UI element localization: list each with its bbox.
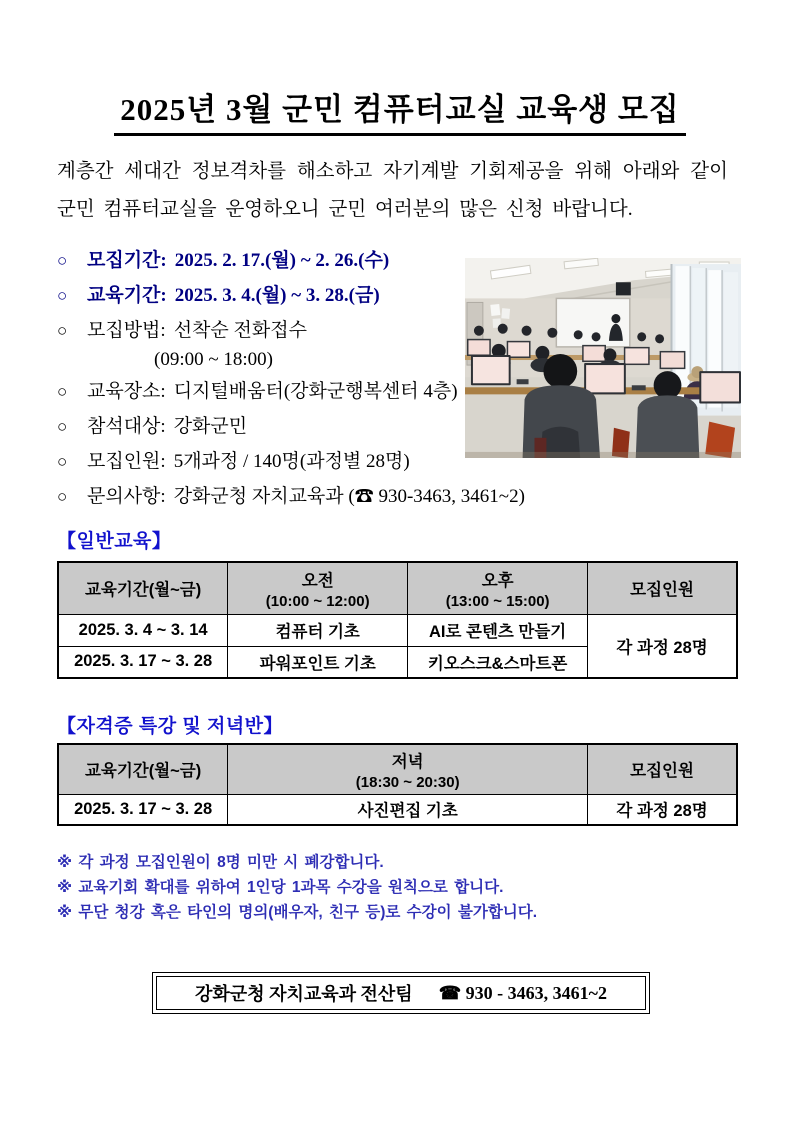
table-row [58, 794, 737, 825]
info-item-phone-hours: (09:00 ~ 18:00) [154, 349, 273, 370]
circle-bullet-icon: ○ [57, 417, 68, 436]
col-header-capacity: 모집인원 [588, 744, 737, 794]
circle-bullet-icon: ○ [57, 452, 68, 471]
page-title-text: 2025년 3월 군민 컴퓨터교실 교육생 모집 [114, 84, 686, 136]
intro-paragraph [57, 153, 747, 229]
cell-afternoon-course: 키오스크&스마트폰 [408, 646, 588, 678]
col-header-evening-title: 저녁 [391, 752, 424, 771]
info-value: 강화군청 자치교육과 (☎ 930-3463, 3461~2) [173, 486, 525, 507]
cell-capacity: 각 과정 28명 [588, 794, 737, 825]
info-value: 5개과정 / 140명(과정별 28명) [173, 451, 410, 472]
col-header-morning [228, 562, 408, 614]
cell-afternoon-course: AI로 콘텐츠 만들기 [408, 614, 588, 646]
table-header-row [58, 744, 737, 794]
info-value: 디지털배움터(강화군행복센터 4층) [173, 381, 458, 402]
notes-list [57, 850, 717, 925]
col-header-morning-time: (10:00 ~ 12:00) [265, 592, 370, 610]
info-item-target [57, 409, 477, 444]
info-item-capacity [57, 444, 477, 479]
info-label: 참석대상: [87, 416, 166, 437]
evening-class-table [57, 743, 738, 826]
info-item-contact [57, 479, 525, 514]
info-label: 교육기간: [87, 285, 167, 306]
col-header-period: 교육기간(월~금) [58, 744, 228, 794]
note-item: ※ 무단 청강 혹은 타인의 명의(배우자, 친구 등)로 수강이 불가합니다. [57, 904, 538, 921]
intro-line-2: 군민 컴퓨터교실을 운영하오니 군민 여러분의 많은 신청 바랍니다. [57, 199, 633, 220]
table-header-row [58, 562, 737, 614]
info-label: 모집방법: [87, 320, 166, 341]
info-item-education-period [57, 278, 477, 313]
info-value: 강화군민 [173, 416, 248, 437]
cell-period: 2025. 3. 17 ~ 3. 28 [58, 646, 228, 678]
section-title-general-education: 【일반교육】 [57, 531, 172, 552]
cell-morning-course: 파워포인트 기초 [228, 646, 408, 678]
circle-bullet-icon: ○ [57, 382, 68, 401]
circle-bullet-icon: ○ [57, 321, 68, 340]
col-header-evening [228, 744, 588, 794]
cell-period: 2025. 3. 4 ~ 3. 14 [58, 614, 228, 646]
footer-contact-box [152, 972, 650, 1014]
info-item-recruit-period [57, 243, 477, 278]
circle-bullet-icon: ○ [57, 286, 68, 305]
info-label: 모집기간: [87, 250, 167, 271]
section-title-evening-class: 【자격증 특강 및 저녁반】 [57, 716, 284, 737]
circle-bullet-icon: ○ [57, 251, 68, 270]
intro-line-1: 계층간 세대간 정보격차를 해소하고 자기계발 기회제공을 위해 아래와 같이 [57, 161, 728, 182]
info-value: 선착순 전화접수 [173, 320, 307, 341]
col-header-period: 교육기간(월~금) [58, 562, 228, 614]
info-list [57, 243, 525, 514]
info-value: 2025. 3. 4.(월) ~ 3. 28.(금) [174, 285, 380, 306]
col-header-afternoon [408, 562, 588, 614]
cell-capacity: 각 과정 28명 [588, 614, 737, 678]
table-row [58, 614, 737, 646]
info-item-recruit-method [57, 313, 477, 348]
cell-morning-course: 컴퓨터 기초 [228, 614, 408, 646]
footer-team-name: 강화군청 자치교육과 전산팀 [195, 984, 413, 1004]
footer-contact-inner [156, 976, 646, 1010]
info-label: 교육장소: [87, 381, 166, 402]
col-header-morning-title: 오전 [301, 571, 334, 590]
cell-evening-course: 사진편집 기초 [228, 794, 588, 825]
footer-phone-number: ☎ 930 - 3463, 3461~2 [438, 982, 607, 1003]
col-header-afternoon-time: (13:00 ~ 15:00) [445, 592, 550, 610]
classroom-photo [465, 258, 741, 458]
note-item: ※ 각 과정 모집인원이 8명 미만 시 폐강합니다. [57, 854, 384, 871]
cell-period: 2025. 3. 17 ~ 3. 28 [58, 794, 228, 825]
info-label: 문의사항: [87, 486, 166, 507]
general-education-table [57, 561, 738, 679]
info-value: 2025. 2. 17.(월) ~ 2. 26.(수) [174, 250, 390, 271]
col-header-evening-time: (18:30 ~ 20:30) [355, 773, 460, 791]
circle-bullet-icon: ○ [57, 487, 68, 506]
info-label: 모집인원: [87, 451, 166, 472]
col-header-afternoon-title: 오후 [481, 571, 514, 590]
info-item-location [57, 374, 477, 409]
col-header-capacity: 모집인원 [588, 562, 737, 614]
note-item: ※ 교육기회 확대를 위하여 1인당 1과목 수강을 원칙으로 합니다. [57, 879, 504, 896]
page-title [0, 84, 800, 136]
